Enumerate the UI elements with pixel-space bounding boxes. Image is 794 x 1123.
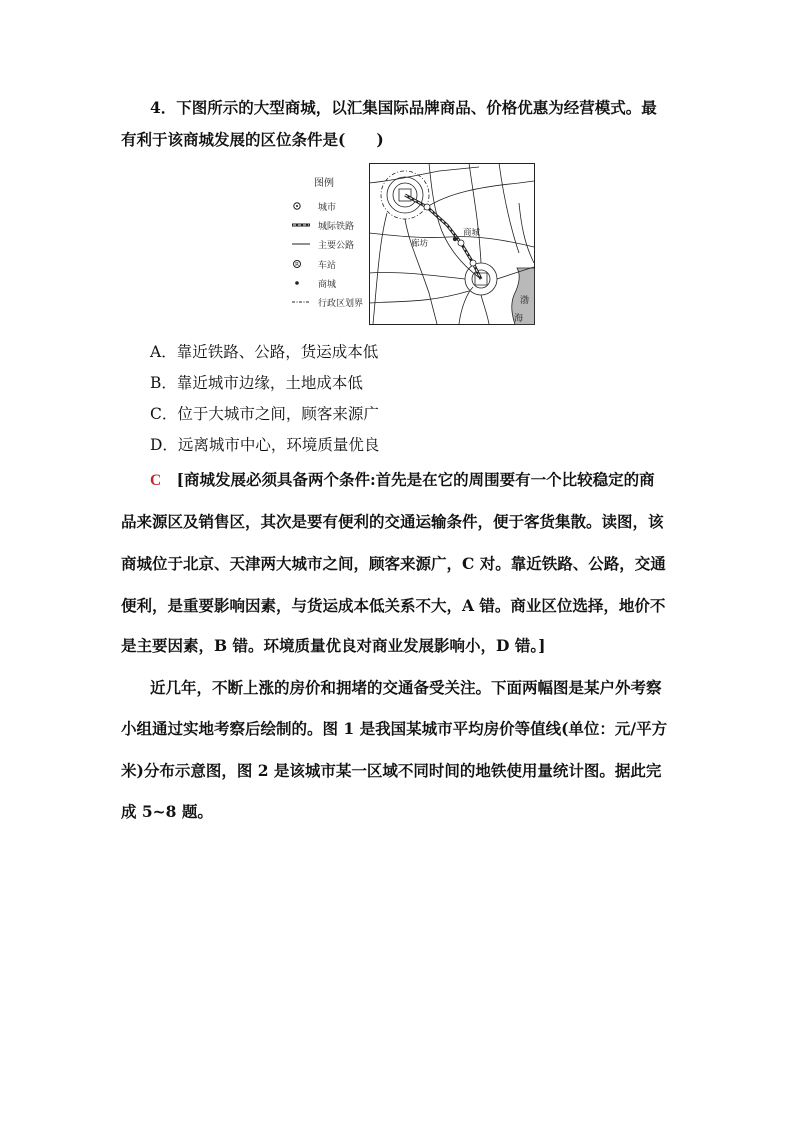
answer-text-1: [商城发展必须具备两个条件:首先是在它的周围要有一个比较稳定的商 (176, 470, 655, 489)
mall-location (453, 237, 457, 241)
svg-text:R: R (295, 262, 299, 269)
city-icon (292, 200, 310, 212)
legend-label-boundary: 行政区划界 (318, 299, 364, 309)
answer-line-3: 商城位于北京、天津两大城市之间，顾客来源广，C 对。靠近铁路、公路，交通 (121, 554, 666, 573)
legend-label-city: 城市 (318, 203, 337, 213)
map-label-langfang: 廊坊 (411, 239, 429, 249)
answer-line-2: 品来源区及销售区，其次是要有便利的交通运输条件，便于客货集散。读图，该 (121, 512, 664, 531)
answer-letter: C (150, 472, 162, 489)
mall-dot-icon (292, 277, 310, 289)
location-map (369, 163, 535, 325)
main-road-icon (292, 238, 310, 250)
option-b: B．靠近城市边缘，土地成本低 (150, 374, 363, 392)
question-4-stem-line-2: 有利于该商城发展的区位条件是( ) (121, 130, 384, 149)
answer-line-4: 便利，是重要影响因素，与货运成本低关系不大，A 错。商业区位选择，地价不 (121, 596, 666, 615)
passage-line-4: 成 5~8 题。 (121, 802, 213, 821)
map-label-mall: 商城 (463, 228, 481, 238)
station-icon (292, 258, 310, 270)
option-a: A．靠近铁路、公路，货运成本低 (150, 343, 379, 361)
question-4-stem-line-1: 4．下图所示的大型商城，以汇集国际品牌商品、价格优惠为经营模式。最 (150, 98, 657, 117)
map-graphic (369, 163, 535, 325)
legend-title: 图例 (314, 178, 334, 189)
legend-label-road: 主要公路 (318, 241, 355, 251)
legend-label-railway: 城际铁路 (318, 222, 355, 232)
legend-label-mall: 商城 (318, 280, 337, 290)
passage-line-2: 小组通过实地考察后绘制的。图 1 是我国某城市平均房价等值线(单位：元/平方 (121, 719, 668, 738)
admin-boundary-icon (292, 296, 310, 308)
map-label-sea-1: 渤 (520, 296, 530, 306)
map-label-sea-2: 海 (514, 314, 524, 324)
passage-line-3: 米)分布示意图，图 2 是该城市某一区域不同时间的地铁使用量统计图。据此完 (121, 761, 662, 780)
intercity-railway-icon (292, 219, 310, 231)
answer-line-1 (150, 468, 655, 490)
answer-line-5: 是主要因素，B 错。环境质量优良对商业发展影响小，D 错。] (121, 636, 546, 655)
passage-line-1: 近几年，不断上涨的房价和拥堵的交通备受关注。下面两幅图是某户外考察 (150, 678, 662, 697)
option-d: D．远离城市中心，环境质量优良 (150, 436, 380, 454)
option-c: C．位于大城市之间，顾客来源广 (150, 405, 379, 423)
legend-label-station: 车站 (318, 261, 337, 271)
